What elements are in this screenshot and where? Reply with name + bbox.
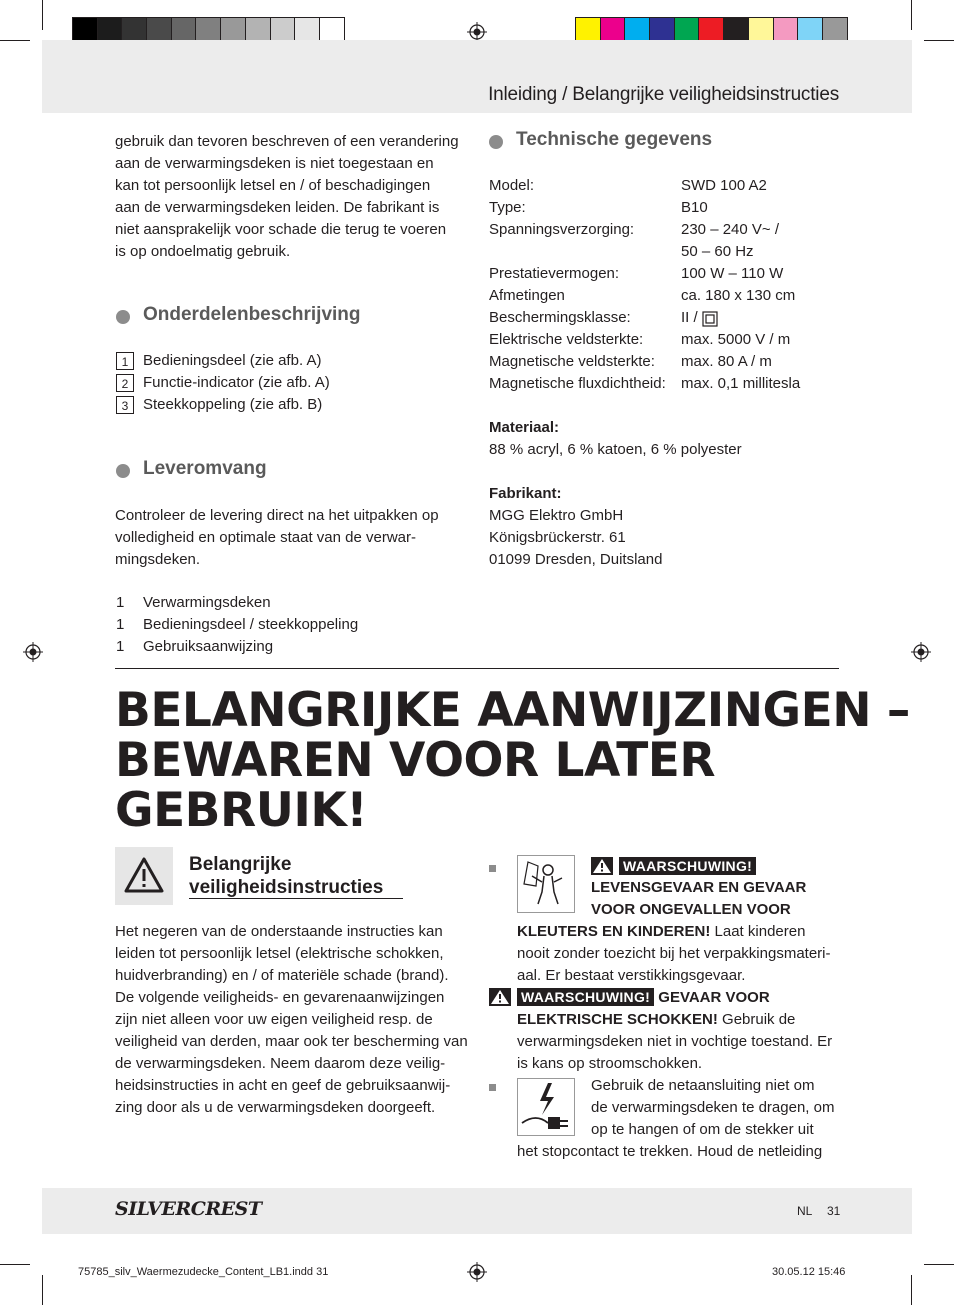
tech-label: Elektrische veldsterkte: <box>489 331 644 348</box>
tech-label: Magnetische veldsterkte: <box>489 353 655 370</box>
intro-paragraph: gebruik dan tevoren beschreven of een verandering aan de verwarmingsdeken is niet toegestaan en kan tot persoonlijk letsel en / of beschadigingen aan de verwarmingsdeken leiden. De fabrikant is niet aansprakelijk voor schade die terug te voeren is op ondoelmatig gebruik. <box>115 133 459 260</box>
child-hazard-pictogram <box>517 855 575 913</box>
tech-label: Magnetische fluxdichtheid: <box>489 375 666 392</box>
tech-value: max. 80 A / m <box>681 353 772 370</box>
section-bullet-icon <box>489 135 503 149</box>
warning-2-line: ELEKTRISCHE SCHOKKEN! Gebruik de <box>517 1011 796 1028</box>
part-label: Functie-indicator (zie afb. A) <box>143 374 330 391</box>
crop-mark <box>0 40 30 41</box>
crop-mark <box>911 1275 912 1305</box>
material-label: Materiaal: <box>489 419 560 436</box>
page-number: 31 <box>827 1204 841 1218</box>
warning-3-line: Gebruik de netaansluiting niet om <box>591 1077 815 1094</box>
tech-value: ca. 180 x 130 cm <box>681 287 796 304</box>
maker-label: Fabrikant: <box>489 485 562 502</box>
child-with-bag-icon <box>518 856 574 912</box>
safety-paragraph: Het negeren van de onderstaande instructies kan leiden tot persoonlijk letsel (elektrische schokken, huidverbranding) en / of materiële schade (brand). De volgende veiligheids- en gevarenaanwijzingen zijn niet alleen voor uw eigen veiligheid resp. de veiligheid van derden, maar ook ter bescherming van de verwarmingsdeken. Neem daarom deze veilig- heidsinstructies in acht en geef de gebruiksaanwij- zing door als u de verwarmingsdeken doorgeeft. <box>115 923 468 1116</box>
crop-mark <box>924 1264 954 1265</box>
delivery-heading: Leveromvang <box>143 458 267 479</box>
delivery-item: Verwarmingsdeken <box>143 594 271 611</box>
crop-mark <box>911 0 912 30</box>
tech-value: max. 5000 V / m <box>681 331 791 348</box>
tech-value: B10 <box>681 199 708 216</box>
footer-language: NL <box>797 1204 813 1218</box>
section-bullet-icon <box>116 464 130 478</box>
warning-tag-2: WAARSCHUWING! GEVAAR VOOR <box>489 988 770 1007</box>
tech-label: Type: <box>489 199 526 216</box>
registration-mark-icon <box>911 642 931 662</box>
warning-tag-triangle-icon <box>489 988 511 1006</box>
delivery-qty: 1 <box>116 616 125 633</box>
section-bullet-icon <box>116 310 130 324</box>
tech-heading: Technische gegevens <box>516 129 713 150</box>
warning-1-line: nooit zonder toezicht bij het verpakkingsmateri- <box>517 945 831 962</box>
parts-heading: Onderdelenbeschrijving <box>143 304 361 325</box>
crop-mark <box>42 0 43 30</box>
warning-3-line: het stopcontact te trekken. Houd de netleiding <box>517 1143 823 1160</box>
cord-hazard-pictogram <box>517 1078 575 1136</box>
delivery-item: Bedieningsdeel / steekkoppeling <box>143 616 359 633</box>
delivery-qty: 1 <box>116 594 125 611</box>
tech-label: Spanningsverzorging: <box>489 221 635 238</box>
maker-line: 01099 Dresden, Duitsland <box>489 551 663 568</box>
tech-value: II / <box>681 309 698 326</box>
big-title-line: BEWAREN VOOR LATER <box>115 733 716 788</box>
warning-tag-1: WAARSCHUWING! <box>591 857 756 876</box>
brand-logo: SILVERCREST <box>115 1198 262 1220</box>
tech-label: Model: <box>489 177 535 194</box>
part-label: Steekkoppeling (zie afb. B) <box>143 396 323 413</box>
tech-value: max. 0,1 millitesla <box>681 375 801 392</box>
crop-mark <box>0 1264 30 1265</box>
warning-triangle-icon <box>124 857 164 893</box>
warning-tag-triangle-icon <box>591 857 613 875</box>
registration-mark-icon <box>467 22 487 42</box>
safety-heading: Belangrijke veiligheidsinstructies <box>189 854 384 898</box>
material-value: 88 % acryl, 6 % katoen, 6 % polyester <box>489 441 742 458</box>
slug-filename: 75785_silv_Waermezudecke_Content_LB1.indd 31 <box>78 1266 329 1278</box>
warning-2-line: verwarmingsdeken niet in vochtige toestand. Er <box>517 1033 833 1050</box>
big-title-line: GEBRUIK! <box>115 783 368 838</box>
crop-mark <box>924 40 954 41</box>
registration-mark-icon <box>467 1262 487 1282</box>
list-bullet-icon <box>489 865 496 872</box>
tech-value: 50 – 60 Hz <box>681 243 754 260</box>
page-header-title: Inleiding / Belangrijke veiligheidsinstructies <box>488 84 839 105</box>
part-number: 3 <box>116 396 134 414</box>
warning-3-line: de verwarmingsdeken te dragen, om <box>591 1099 835 1116</box>
part-number: 1 <box>116 352 134 370</box>
warning-3-line: op te hangen of om de stekker uit <box>591 1121 814 1138</box>
warning-2-line: is kans op stroomschokken. <box>517 1055 703 1072</box>
delivery-text: Controleer de levering direct na het uitpakken op volledigheid en optimale staat van de verwar- mingsdeken. <box>115 507 439 568</box>
list-bullet-icon <box>489 1084 496 1091</box>
slug-date: 30.05.12 15:46 <box>772 1266 846 1278</box>
warning-1-bold: LEVENSGEVAAR EN GEVAAR <box>591 879 807 896</box>
delivery-item: Gebruiksaanwijzing <box>143 638 274 655</box>
protection-class-ii-icon <box>702 311 718 327</box>
registration-mark-icon <box>23 642 43 662</box>
warning-1-line: KLEUTERS EN KINDEREN! Laat kinderen <box>517 923 806 940</box>
maker-line: MGG Elektro GmbH <box>489 507 624 524</box>
big-title-line: BELANGRIJKE AANWIJZINGEN – <box>115 683 910 738</box>
section-divider <box>115 668 839 669</box>
tech-value: 230 – 240 V~ / <box>681 221 779 238</box>
tech-value: SWD 100 A2 <box>681 177 767 194</box>
electric-plug-lightning-icon <box>518 1079 574 1135</box>
part-number: 2 <box>116 374 134 392</box>
crop-mark <box>42 1275 43 1305</box>
maker-line: Königsbrückerstr. 61 <box>489 529 626 546</box>
tech-label: Afmetingen <box>489 287 565 304</box>
tech-label: Prestatievermogen: <box>489 265 620 282</box>
tech-label: Beschermingsklasse: <box>489 309 631 326</box>
warning-box <box>115 847 173 905</box>
tech-value: 100 W – 110 W <box>681 265 784 282</box>
delivery-qty: 1 <box>116 638 125 655</box>
heading-underline <box>189 898 403 899</box>
part-label: Bedieningsdeel (zie afb. A) <box>143 352 322 369</box>
warning-1-line: aal. Er bestaat verstikkingsgevaar. <box>517 967 746 984</box>
warning-1-bold: VOOR ONGEVALLEN VOOR <box>591 901 791 918</box>
